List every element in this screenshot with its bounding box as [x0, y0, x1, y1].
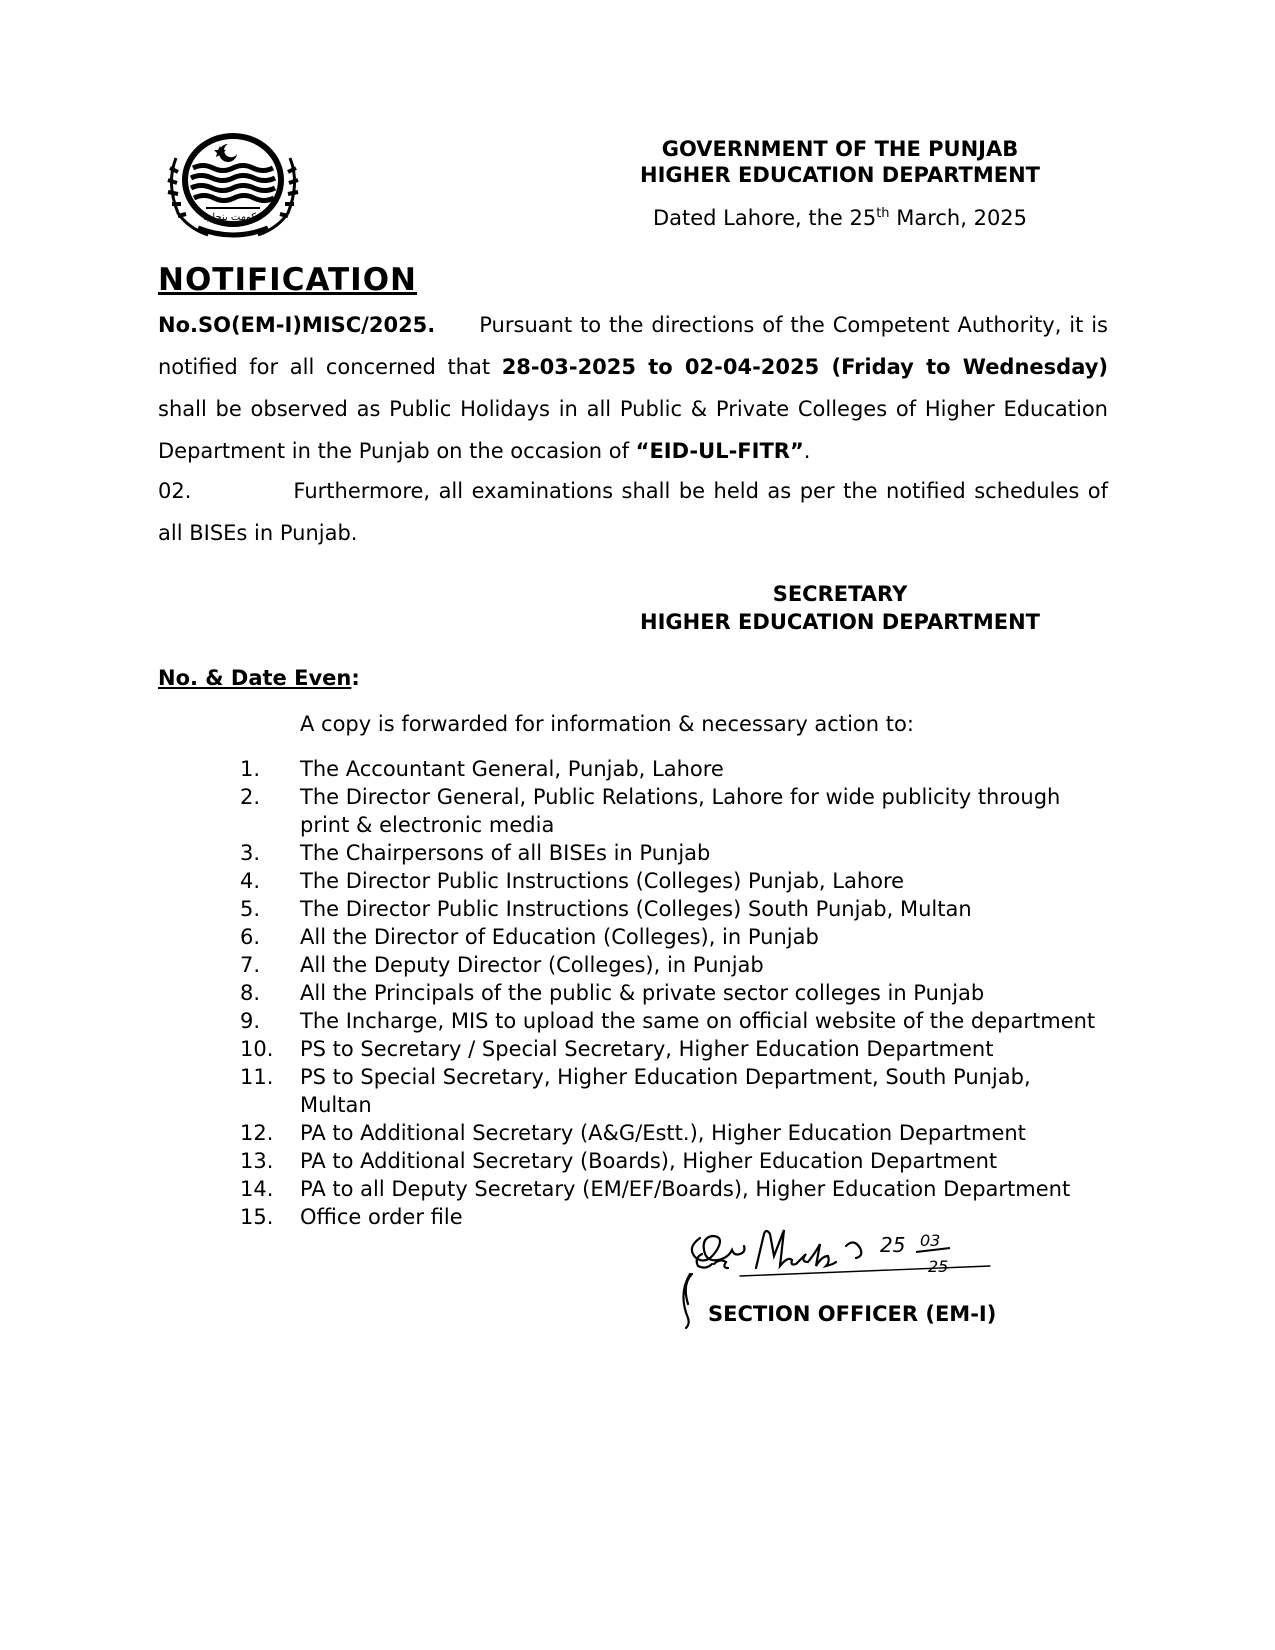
date-line: Dated Lahore, the 25th March, 2025	[652, 206, 1028, 230]
list-item-number: 15.	[240, 1205, 274, 1229]
list-item-text: All the Principals of the public & private sector colleges in Punjab	[300, 981, 985, 1005]
secretary-block	[600, 580, 1080, 636]
list-item-number: 5.	[240, 897, 261, 921]
list-item-text: The Chairpersons of all BISEs in Punjab	[300, 841, 711, 865]
list-item-text: PS to Secretary / Special Secretary, Higher Education Department	[300, 1037, 994, 1061]
list-item-text: The Accountant General, Punjab, Lahore	[300, 757, 724, 781]
list-item-number: 3.	[240, 841, 261, 865]
forward-text: A copy is forwarded for information & necessary action to:	[300, 712, 914, 736]
list-item-text: The Director Public Instructions (Colleges) South Punjab, Multan	[300, 897, 972, 921]
list-item-number: 14.	[240, 1177, 274, 1201]
list-item-text: The Incharge, MIS to upload the same on official website of the department	[300, 1009, 1096, 1033]
list-item-text: All the Director of Education (Colleges), in Punjab	[300, 925, 819, 949]
list-item-number: 7.	[240, 953, 261, 977]
list-item-text: PA to all Deputy Secretary (EM/EF/Boards), Higher Education Department	[300, 1177, 1071, 1201]
section-officer: SECTION OFFICER (EM-I)	[708, 1302, 997, 1326]
list-item-number: 9.	[240, 1009, 261, 1033]
emblem-text: حکومت پنجاب	[203, 212, 263, 223]
list-item	[240, 1147, 1100, 1175]
no-date-even: No. & Date Even:	[158, 666, 360, 690]
list-item-text: PA to Additional Secretary (A&G/Estt.), Higher Education Department	[300, 1121, 1026, 1145]
list-item	[240, 951, 1100, 979]
page-title: NOTIFICATION	[158, 262, 418, 298]
occasion: “EID-UL-FITR”	[635, 439, 804, 463]
punjab-government-emblem	[158, 128, 308, 244]
govt-heading: GOVERNMENT OF THE PUNJAB	[661, 137, 1019, 161]
svg-text:25: 25	[880, 1233, 906, 1257]
secretary-title: SECRETARY	[772, 582, 908, 606]
list-item-number: 10.	[240, 1037, 274, 1061]
list-item-text: PS to Special Secretary, Higher Education Department, South Punjab, Multan	[300, 1065, 1031, 1117]
list-item-number: 12.	[240, 1121, 274, 1145]
paragraph-2: 02. Furthermore, all examinations shall be held as per the notified schedules of all BISEs in Punjab.	[158, 479, 1108, 545]
list-item-number: 13.	[240, 1149, 274, 1173]
reference-number: No.SO(EM-I)MISC/2025.	[158, 313, 436, 337]
paragraph-1: No.SO(EM-I)MISC/2025. Pursuant to the directions of the Competent Authority, it is notified for all concerned that 28-03-2025 to 02-04-2025 (Friday to Wednesday) shall be observed as Public Holidays in all Public & Private Colleges of Higher Education Department in the Punjab on the occasion of “EID-UL-FITR”.	[158, 313, 1109, 463]
list-item-number: 2.	[240, 785, 261, 809]
list-item	[240, 1203, 1100, 1231]
list-item	[240, 1119, 1100, 1147]
list-item	[240, 1175, 1100, 1203]
svg-text:03: 03	[920, 1231, 941, 1250]
list-item-number: 8.	[240, 981, 261, 1005]
list-item	[240, 1007, 1100, 1035]
list-item	[240, 867, 1100, 895]
list-item	[240, 783, 1100, 839]
list-item	[240, 839, 1100, 867]
list-item	[240, 979, 1100, 1007]
list-item	[240, 895, 1100, 923]
svg-text:25: 25	[928, 1257, 949, 1276]
recipient-list	[240, 755, 1100, 1231]
list-item-number: 6.	[240, 925, 261, 949]
secretary-department: HIGHER EDUCATION DEPARTMENT	[640, 610, 1040, 634]
list-item-text: Office order file	[300, 1205, 463, 1229]
list-item-text: PA to Additional Secretary (Boards), Higher Education Department	[300, 1149, 998, 1173]
list-item-number: 1.	[240, 757, 261, 781]
list-item-text: All the Deputy Director (Colleges), in Punjab	[300, 953, 764, 977]
list-item	[240, 923, 1100, 951]
list-item-number: 11.	[240, 1065, 274, 1089]
list-item-number: 4.	[240, 869, 261, 893]
list-item	[240, 1063, 1100, 1119]
list-item-text: The Director Public Instructions (Colleges) Punjab, Lahore	[300, 869, 905, 893]
department-heading: HIGHER EDUCATION DEPARTMENT	[640, 163, 1040, 187]
holiday-dates: 28-03-2025 to 02-04-2025 (Friday to Wednesday)	[501, 355, 1109, 379]
list-item	[240, 1035, 1100, 1063]
list-item	[240, 755, 1100, 783]
list-item-text: The Director General, Public Relations, Lahore for wide publicity through print & electronic media	[300, 785, 1061, 837]
